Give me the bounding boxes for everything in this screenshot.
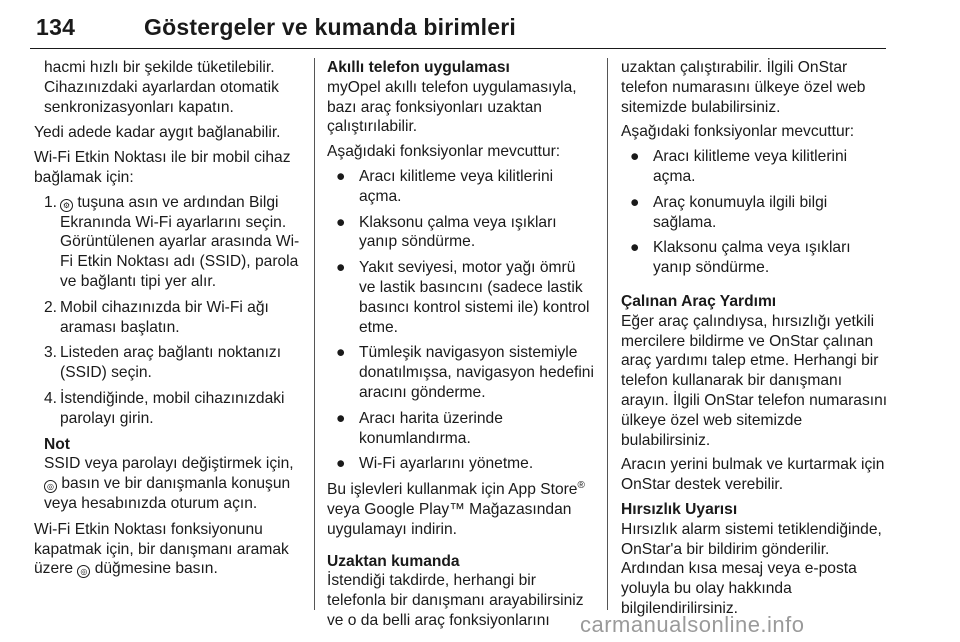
bullet: ● [336, 213, 346, 231]
list-item [621, 147, 891, 187]
onstar-icon: ◎ [77, 565, 90, 578]
paragraph-hotspot-off [34, 520, 304, 579]
list-item [327, 343, 595, 402]
paragraph-continuation: hacmi hızlı bir şekilde tüketilebilir. Cihazınızdaki ayarlardan otomatik senkronizasyonları kapatın. [44, 59, 279, 116]
list-item [34, 193, 304, 292]
paragraph-hotspot-intro: Wi-Fi Etkin Noktası ile bir mobil cihaz bağlamak için: [34, 149, 291, 186]
list-item [327, 213, 595, 253]
column-1 [34, 58, 304, 584]
step-number: 1. [44, 193, 58, 211]
watermark: carmanualsonline.info [580, 612, 805, 637]
list-item [327, 409, 595, 449]
page-title: Göstergeler ve kumanda birimleri [144, 14, 516, 40]
remote-functions-list [621, 147, 891, 278]
list-item [327, 454, 595, 474]
bullet-text: Aracı kilitleme veya kilitlerini açma. [359, 167, 554, 205]
bullet-text: Aracı harita üzerinde konumlandırma. [359, 409, 503, 447]
list-item [34, 389, 304, 429]
heading-stolen-vehicle: Çalınan Araç Yardımı [621, 292, 777, 310]
app-functions-list [327, 167, 595, 474]
page-header [30, 6, 886, 49]
paragraph-find-vehicle: Aracın yerini bulmak ve kurtarmak için OnStar destek verebilir. [621, 456, 885, 494]
bullet: ● [336, 259, 346, 277]
settings-icon: ⚙ [60, 199, 73, 212]
step-number: 3. [44, 344, 58, 362]
paragraph-remote: İstendiği takdirde, herhangi bir telefonla bir danışmanı arayabilirsiniz ve o da belli araç fonksiyonlarını [327, 572, 584, 629]
bullet-text: Klaksonu çalma veya ışıkları yanıp söndürme. [653, 239, 851, 277]
page-number: 134 [36, 14, 76, 40]
bullet-text: Klaksonu çalma veya ışıkları yanıp söndürme. [359, 213, 557, 251]
column-3 [621, 58, 891, 624]
bullet-text: Tümleşik navigasyon sistemiyle donatılmışsa, navigasyon hedefini aracını gönderme. [359, 344, 594, 401]
list-item [327, 258, 595, 337]
paragraph-continuation: uzaktan çalıştırabilir. İlgili OnStar telefon numarasını ülkeye özel web sitemizde bulabilirsiniz. [621, 59, 866, 116]
step-text: tuşuna asın ve ardından Bilgi Ekranında Wi-Fi ayarlarını seçin. Görüntülenen ayarlar arasında Wi-Fi Etkin Noktası adı (SSID), parola ve bağlantı tipi yer alır. [60, 193, 300, 290]
hotspot-off-text-a: Wi-Fi Etkin Noktası fonksiyonunu kapatmak için, bir danışmanı aramak üzere [34, 520, 289, 578]
note-box [34, 435, 304, 514]
bullet: ● [630, 193, 640, 211]
step-number: 4. [44, 389, 58, 407]
step-number: 2. [44, 298, 58, 316]
note-text-b: basın ve bir danışmanla konuşun veya hesabınızda oturum açın. [44, 475, 291, 512]
list-item [34, 298, 304, 338]
download-text-a: Bu işlevleri kullanmak için App Store [327, 481, 578, 499]
list-item [621, 238, 891, 278]
paragraph-download [327, 480, 595, 539]
step-text: Mobil cihazınızda bir Wi-Fi ağı araması başlatın. [60, 298, 269, 336]
onstar-icon: ◎ [44, 480, 57, 493]
column-divider-2 [607, 58, 608, 610]
bullet: ● [336, 409, 346, 427]
registered-mark: ® [577, 479, 585, 491]
note-text-a: SSID veya parolayı değiştirmek için, [44, 455, 294, 473]
note-title: Not [44, 435, 70, 453]
bullet: ● [630, 148, 640, 166]
hotspot-off-text-b: düğmesine basın. [94, 560, 218, 578]
paragraph-app: myOpel akıllı telefon uygulamasıyla, bazı araç fonksiyonları uzaktan çalıştırılabilir. [327, 78, 577, 136]
list-item [327, 167, 595, 207]
bullet: ● [630, 239, 640, 257]
bullet-text: Wi-Fi ayarlarını yönetme. [359, 455, 534, 473]
heading-smartphone-app: Akıllı telefon uygulaması [327, 59, 510, 76]
step-text: Listeden araç bağlantı noktanızı (SSID) seçin. [60, 344, 282, 382]
bullet: ● [336, 344, 346, 362]
heading-theft-alert: Hırsızlık Uyarısı [621, 500, 738, 518]
bullet-text: Araç konumuyla ilgili bilgi sağlama. [653, 193, 828, 231]
list-item [34, 343, 304, 383]
paragraph-theft: Hırsızlık alarm sistemi tetiklendiğinde, OnStar'a bir bildirim gönderilir. Ardından kısa mesaj veya e-posta yoluyla bu olay hakkında bilgilendirilirsiniz. [621, 520, 882, 617]
paragraph-devices: Yedi adede kadar aygıt bağlanabilir. [34, 124, 281, 142]
column-2 [327, 58, 595, 636]
step-text: İstendiğinde, mobil cihazınızdaki parolayı girin. [60, 389, 285, 427]
column-divider-1 [314, 58, 315, 610]
bullet: ● [336, 455, 346, 473]
bullet: ● [336, 167, 346, 185]
list-item [621, 193, 891, 233]
bullet-text: Yakıt seviyesi, motor yağı ömrü ve lastik basıncını (sadece lastik basıncı kontrol sistemi ile) kontrol etme. [359, 259, 590, 336]
download-text-b: veya Google Play™ Mağazasından uygulamayı indirin. [327, 500, 572, 538]
bullet-text: Aracı kilitleme veya kilitlerini açma. [653, 148, 848, 185]
paragraph-functions: Aşağıdaki fonksiyonlar mevcuttur: [621, 123, 855, 141]
hotspot-steps [34, 193, 304, 429]
paragraph-stolen: Eğer araç çalındıysa, hırsızlığı yetkili mercilere bildirme ve OnStar çalınan araç yardımı talep etme. Herhangi bir telefon kullanarak bir danışmanı arayın. İlgili OnStar telefon numarasını ülkeye özel web sitemizde bulabilirsiniz. [621, 312, 888, 449]
paragraph-functions: Aşağıdaki fonksiyonlar mevcuttur: [327, 143, 561, 161]
heading-remote-control: Uzaktan kumanda [327, 552, 460, 570]
